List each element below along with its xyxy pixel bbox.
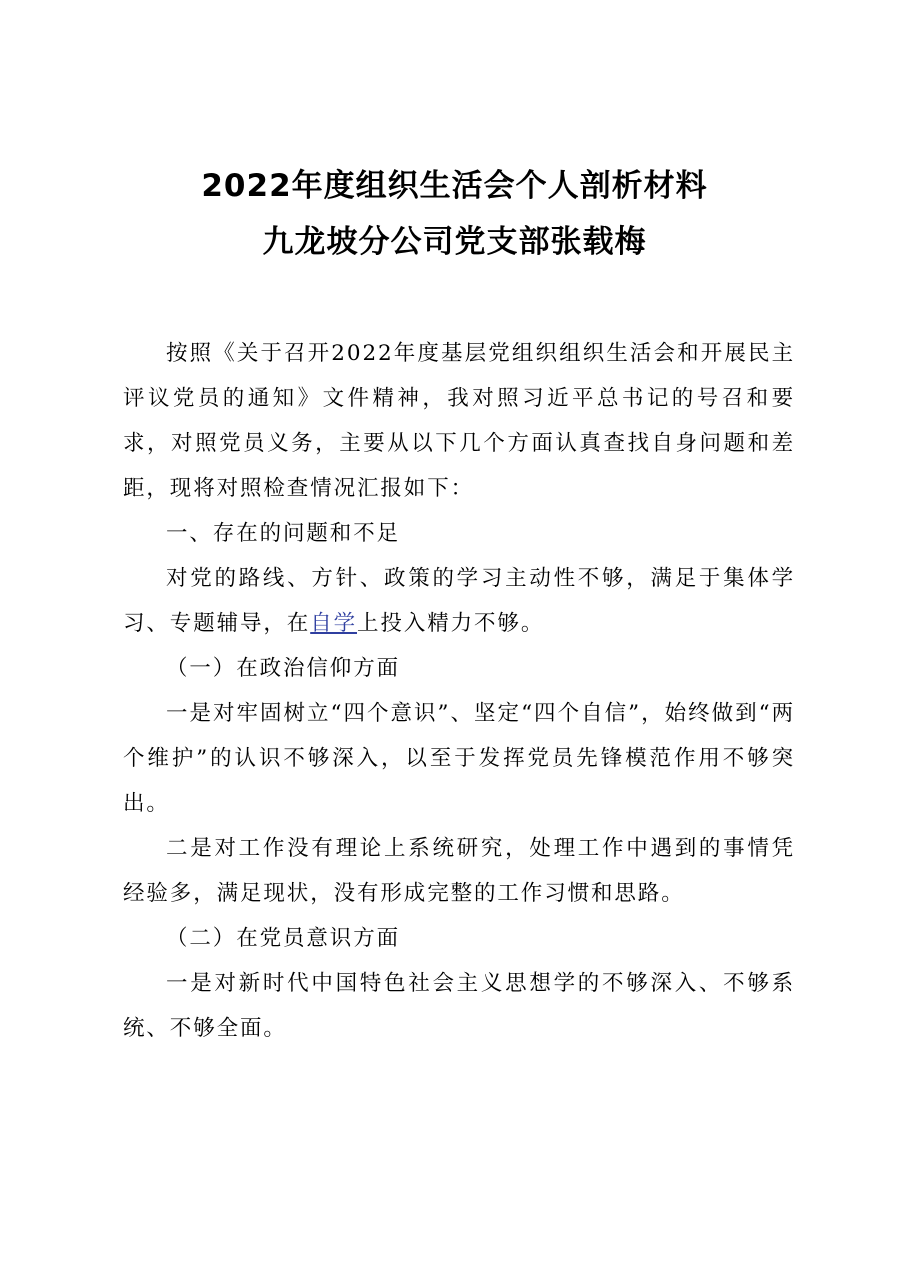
document-title: 2022年度组织生活会个人剖析材料 — [201, 168, 708, 204]
study-paragraph — [123, 556, 795, 646]
intro-paragraph: 按照《关于召开2022年度基层党组织组织生活会和开展民主评议党员的通知》文件精神，我对照习近平总书记的号召和要求，对照党员义务，主要从以下几个方面认真查找自身问题和差距，现将对照检查情况汇报如下： — [123, 341, 795, 501]
section-heading-problems: 一、存在的问题和不足 — [166, 521, 401, 546]
party-awareness-item-1: 一是对新时代中国特色社会主义思想学的不够深入、不够系统、不够全面。 — [123, 971, 795, 1041]
subsection-heading-political-belief: （一）在政治信仰方面 — [166, 656, 401, 681]
study-text-after: 上投入精力不够。 — [357, 611, 545, 636]
self-study-link[interactable]: 自学 — [310, 611, 358, 636]
study-text-before: 对党的路线、方针、政策的学习主动性不够，满足于集体学习、专题辅导，在 — [123, 566, 795, 636]
document-subtitle: 九龙坡分公司党支部张载梅 — [262, 224, 647, 260]
document-body — [123, 331, 795, 1051]
subsection-heading-party-awareness: （二）在党员意识方面 — [166, 926, 401, 951]
political-belief-item-1: 一是对牢固树立“四个意识”、坚定“四个自信”，始终做到“两个维护”的认识不够深入，以至于发挥党员先锋模范作用不够突出。 — [123, 701, 795, 816]
political-belief-item-2: 二是对工作没有理论上系统研究，处理工作中遇到的事情凭经验多，满足现状，没有形成完整的工作习惯和思路。 — [123, 836, 795, 906]
